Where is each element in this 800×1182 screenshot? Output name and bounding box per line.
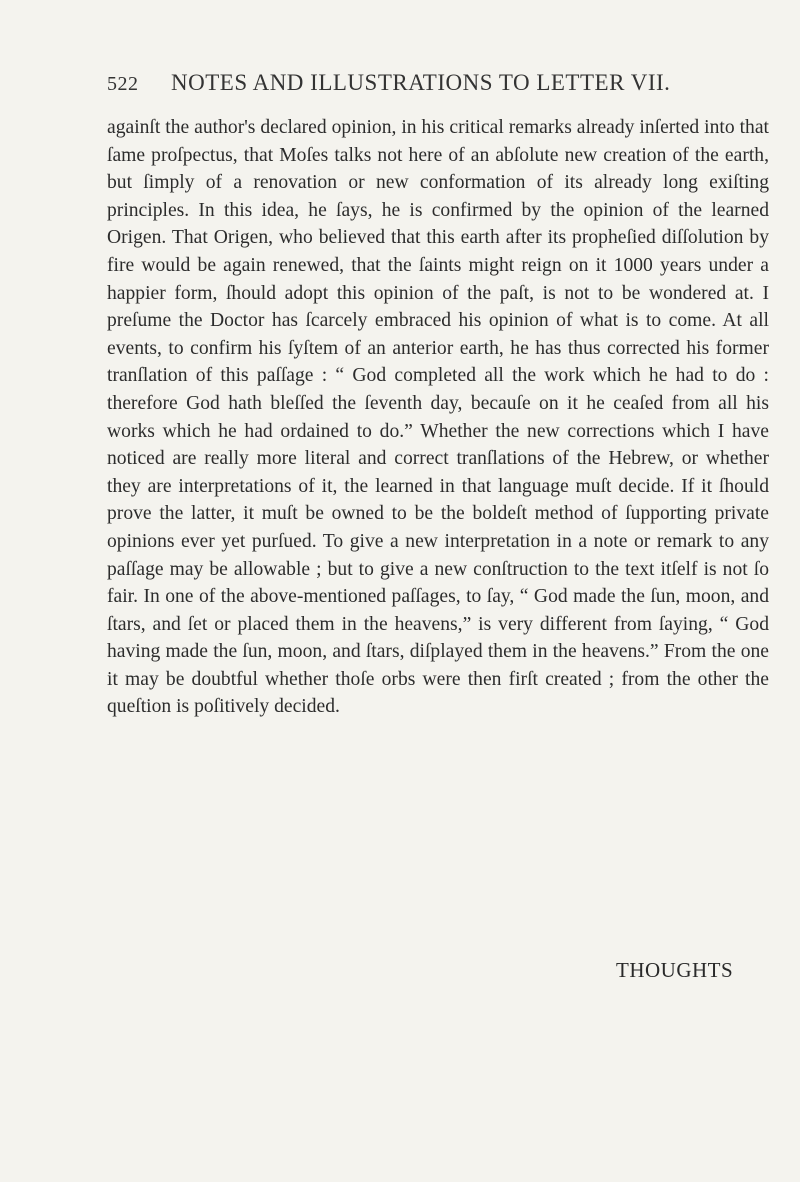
page-number: 522 (107, 73, 139, 95)
body-text (107, 114, 769, 721)
page-header (107, 70, 767, 96)
catchword: THOUGHTS (616, 958, 734, 982)
paragraph: againſt the author's declared opinion, in his critical remarks already inſerted into that ſame proſpectus, that Moſes talks not here of an abſolute new creation of the earth, but ſimply of a renovation or new conformation of its already long exiſting principles. In this idea, he ſays, he is confirmed by the opinion of the learned Origen. That Origen, who believed that this earth after its propheſied diſſolution by fire would be again renewed, that the ſaints might reign on it 1000 years under a happier form, ſhould adopt this opinion of the paſt, is not to be wondered at. I preſume the Doctor has ſcarcely embraced his opinion of what is to come. At all events, to confirm his ſyſtem of an anterior earth, he has thus corrected his former tranſlation of this paſſage : “ God completed all the work which he had to do : therefore God hath bleſſed the ſeventh day, becauſe on it he ceaſed from all his works which he had ordained to do.” Whether the new corrections which I have noticed are really more literal and correct tranſlations of the Hebrew, or whether they are interpretations of it, the learned in that language muſt decide. If it ſhould prove the latter, it muſt be owned to be the boldeſt method of ſupporting private opinions ever yet purſued. To give a new interpretation in a note or remark to any paſſage may be allowable ; but to give a new conſtruction to the text itſelf is not ſo fair. In one of the above-mentioned paſſages, to ſay, “ God made the ſun, moon, and ſtars, and ſet or placed them in the heavens,” is very different from ſaying, “ God having made the ſun, moon, and ſtars, diſplayed them in the heavens.” From the one it may be doubtful whether thoſe orbs were then firſt created ; from the other the queſtion is poſitively decided. (107, 117, 769, 718)
running-head: NOTES AND ILLUSTRATIONS TO LETTER VII. (171, 70, 671, 95)
